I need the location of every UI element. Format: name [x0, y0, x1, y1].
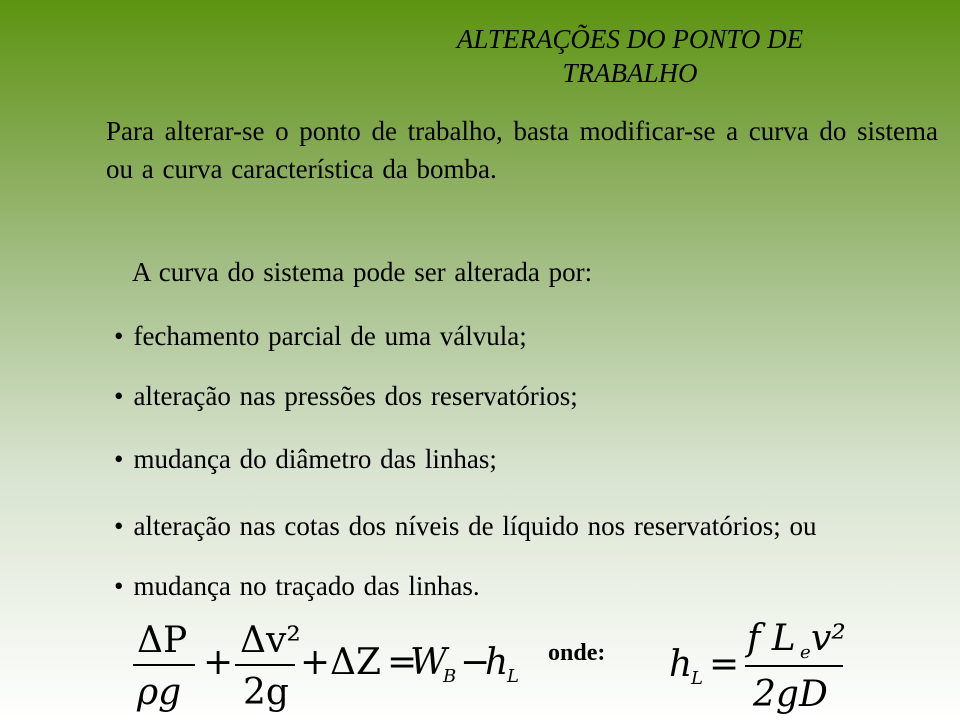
energy-equation: [125, 608, 535, 716]
eq1-term2-numerator: Δv²: [240, 620, 301, 661]
onde-label: onde:: [548, 640, 606, 666]
intro-paragraph: Para alterar-se o ponto de trabalho, basta modificar-se a curva do sistema ou a curva característica da bomba.: [106, 116, 938, 184]
bullet-text: mudança no traçado das linhas.: [133, 571, 480, 601]
eq1-head-loss-subscript: L: [507, 666, 519, 687]
eq2-numerator-subscript: e: [800, 642, 811, 663]
eq2-lhs-subscript: L: [691, 668, 703, 689]
bullet-item: [114, 378, 578, 414]
eq2-equals: =: [709, 644, 740, 685]
bullet-text: alteração nas cotas dos níveis de líquido nos reservatórios; ou: [133, 511, 817, 541]
head-loss-equation: [665, 606, 855, 716]
bullet-icon: •: [114, 321, 124, 351]
bullet-icon: •: [114, 444, 124, 474]
eq2-lhs: h: [669, 644, 693, 685]
eq1-work: W: [410, 642, 448, 683]
eq1-term1-numerator: ΔP: [137, 620, 188, 661]
eq1-minus: −: [460, 642, 491, 683]
eq1-term3: ΔZ: [330, 642, 382, 683]
eq2-numerator: f L: [747, 618, 796, 659]
bullet-icon: •: [114, 381, 124, 411]
bullet-icon: •: [114, 571, 124, 601]
eq1-work-subscript: B: [443, 666, 457, 687]
eq1-head-loss: h: [485, 642, 509, 683]
eq2-numerator-tail: v²: [811, 618, 846, 659]
eq1-plus: +: [300, 642, 331, 683]
eq1-equals: =: [387, 642, 418, 683]
bullet-text: fechamento parcial de uma válvula;: [133, 321, 527, 351]
bullet-item: [114, 508, 817, 544]
eq1-term2-denominator: 2g: [243, 672, 289, 713]
eq1-term1-denominator: ρg: [137, 672, 182, 713]
bullet-item: [114, 568, 480, 604]
bullet-icon: •: [114, 511, 124, 541]
eq2-denominator: 2gD: [753, 674, 828, 715]
lead-text: A curva do sistema pode ser alterada por:: [132, 257, 593, 287]
bullet-text: mudança do diâmetro das linhas;: [133, 444, 497, 474]
bullet-item: [114, 318, 527, 354]
title-line-1: ALTERAÇÕES DO PONTO DE: [456, 24, 804, 54]
eq1-plus: +: [203, 642, 234, 683]
title-line-2: TRABALHO: [562, 58, 698, 88]
bullet-text: alteração nas pressões dos reservatórios;: [133, 381, 578, 411]
slide-title: [380, 22, 880, 90]
bullet-item: [114, 441, 497, 477]
